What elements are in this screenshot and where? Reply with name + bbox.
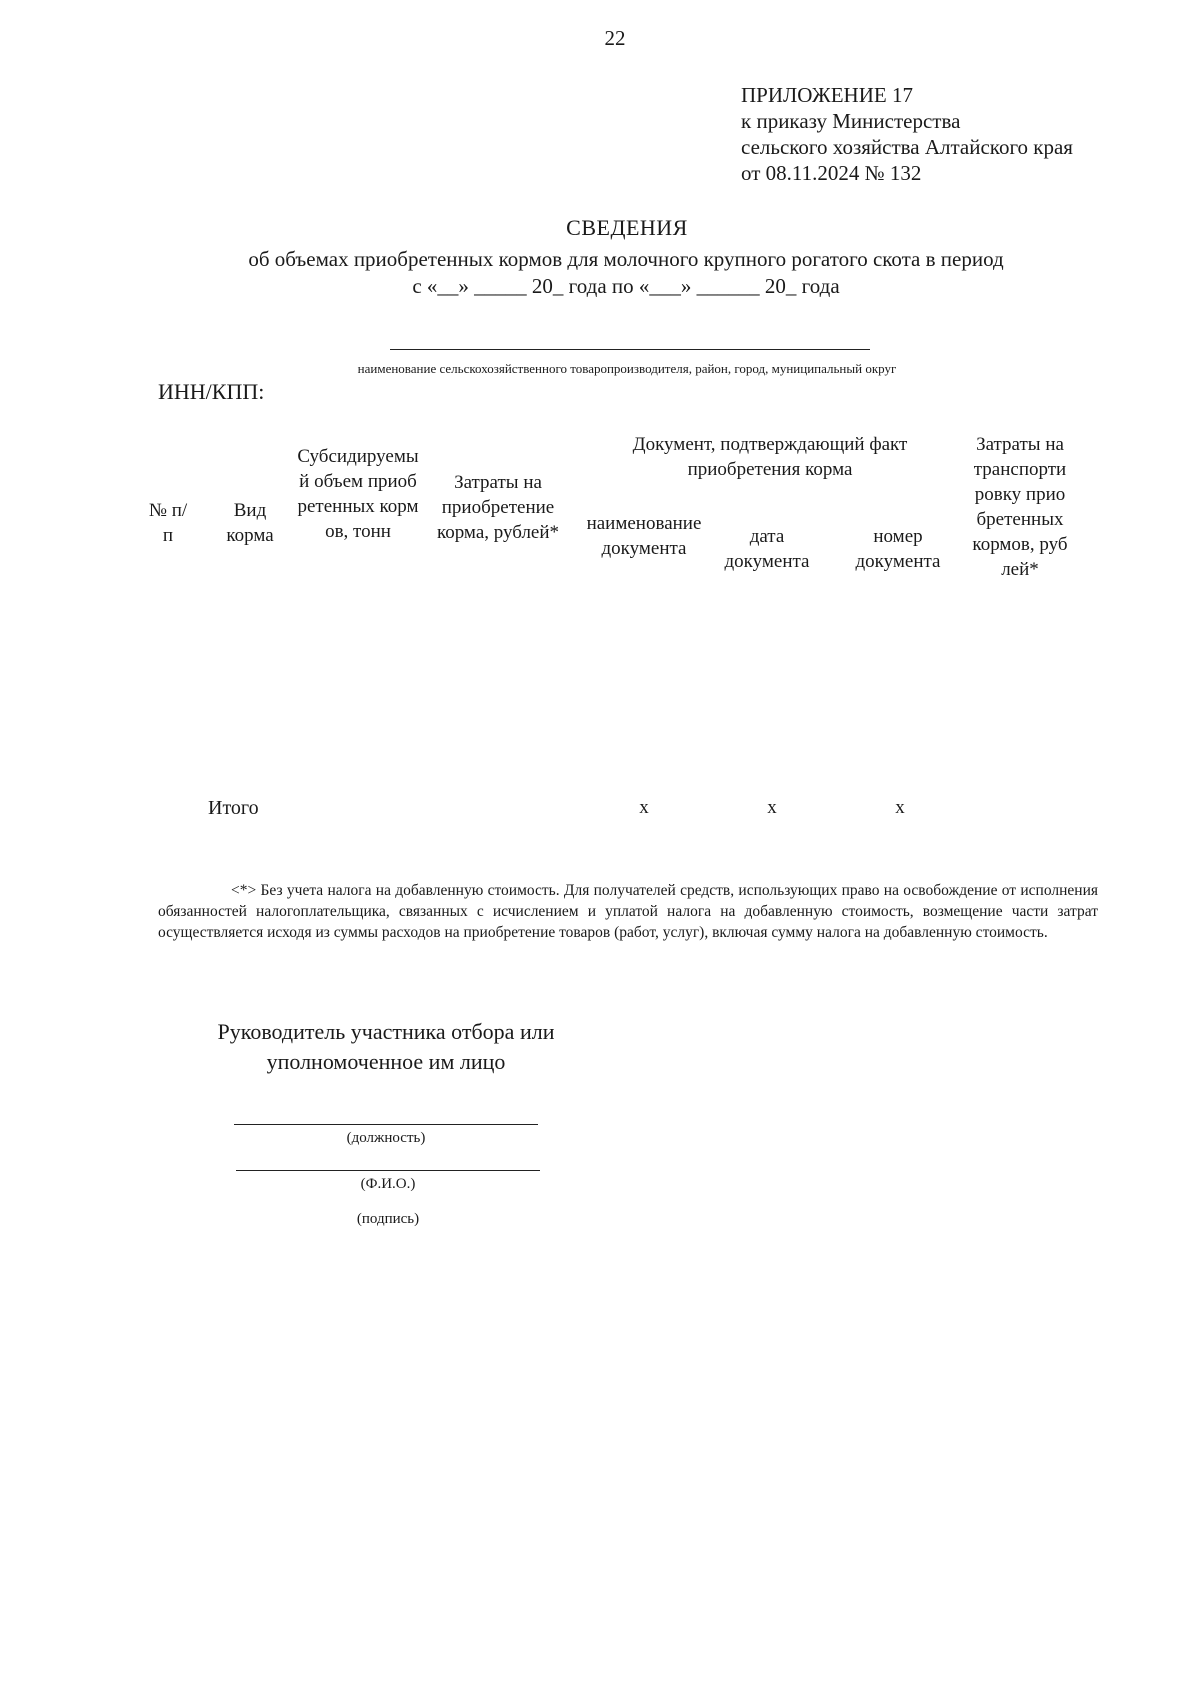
total-document-date-cell: х bbox=[767, 797, 777, 818]
full-name-caption: (Ф.И.О.) bbox=[360, 1176, 416, 1192]
header-document-group: Документ, подтверждающий факт приобретения корма bbox=[632, 434, 908, 480]
header-volume: Субсидируемый объем приобретенных кормов, тонн bbox=[297, 446, 419, 542]
appendix-line: к приказу Министерства bbox=[741, 109, 961, 133]
header-document-number: номер документа bbox=[855, 526, 941, 572]
vat-footnote: <*> Без учета налога на добавленную стоимость. Для получателей средств, использующих право на освобождение от исполнения обязанностей налогоплательщика, связанных с исчислением и уплатой налога на добавленную стоимость, возмещение части затрат осуществляется исходя из суммы расходов на приобретение товаров (работ, услуг), включая сумму налога на добавленную стоимость. bbox=[158, 882, 1098, 941]
appendix-block bbox=[741, 82, 1073, 186]
header-document-name: наименование документа bbox=[586, 513, 702, 559]
full-name-line bbox=[236, 1170, 540, 1171]
inn-kpp-label: ИНН/КПП: bbox=[158, 379, 265, 404]
header-transport-costs: Затраты на транспортировку приобретенных кормов, рублей* bbox=[972, 434, 1068, 580]
page-number: 22 bbox=[604, 26, 626, 50]
header-feed-type: Вид корма bbox=[226, 500, 274, 546]
total-document-name-cell: х bbox=[639, 797, 649, 818]
position-line bbox=[234, 1124, 538, 1125]
total-row-label: Итого bbox=[208, 797, 259, 819]
appendix-line: ПРИЛОЖЕНИЕ 17 bbox=[741, 83, 913, 107]
appendix-line: сельского хозяйства Алтайского края bbox=[741, 135, 1073, 159]
signer-title: Руководитель участника отбора или уполномоченное им лицо bbox=[217, 1019, 555, 1074]
total-document-number-cell: х bbox=[895, 797, 905, 818]
appendix-line: от 08.11.2024 № 132 bbox=[741, 161, 922, 185]
producer-name-caption: наименование сельскохозяйственного товаропроизводителя, район, город, муниципальный округ bbox=[357, 361, 897, 376]
header-costs: Затраты на приобретение корма, рублей* bbox=[436, 472, 560, 543]
subtitle-line: об объемах приобретенных кормов для молочного крупного рогатого скота в период bbox=[248, 247, 1004, 271]
header-document-date: дата документа bbox=[724, 526, 810, 572]
header-number: № п/п bbox=[148, 500, 188, 546]
position-caption: (должность) bbox=[346, 1130, 426, 1146]
producer-name-line bbox=[390, 349, 870, 350]
document-subtitle bbox=[0, 246, 1200, 300]
document-title: СВЕДЕНИЯ bbox=[566, 215, 688, 240]
period-line: с «__» _____ 20_ года по «___» ______ 20_ года bbox=[412, 274, 840, 298]
signature-caption: (подпись) bbox=[356, 1211, 420, 1227]
